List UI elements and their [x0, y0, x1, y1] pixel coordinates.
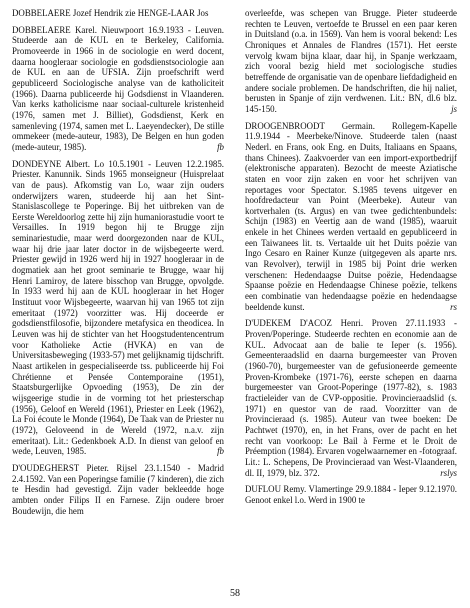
- entry-text: DOBBELAERE Jozef Hendrik zie HENGE-LAAR Jos: [12, 8, 209, 18]
- entry-doudegherst-continued: [245, 8, 457, 115]
- entry-sig: rs: [450, 301, 457, 312]
- entry-sig: rslys: [440, 467, 457, 478]
- entry-dudekem-dacoz-henri: [245, 318, 457, 478]
- entry-text: overleefde, was schepen van Brugge. Pieter studeerde rechten te Leuven, vertoefde te Brussel en een paar keren in Duitsland (o.a. in 1569). Van hem is vooral bekend: Les Chroniques et Annales de Flandres (1571). Het eerste vervolg kwam bijna klaar, daar hij, in Spanje werkzaam, zich vooral bezig hield met sociologische studies betreffende de organisatie van de openbare liefdadigheid en andere sociale problemen. De handschriften, die hij naliet, berusten in Spanje of zijn verdwenen. Lit.: BN, dl.6 blz. 145-150. js: [245, 8, 457, 114]
- page-number: 58: [230, 588, 240, 599]
- entry-sig: fb: [217, 446, 224, 457]
- right-column: [245, 8, 457, 512]
- entry-text: DOBBELAERE Karel. Nieuwpoort 16.9.1933 - Leuven. Studeerde aan de KUL en te Berkeley, California. Promoveerde in 1966 in de sociologie en werd docent, daarna hoogleraar sociologie en godsdienstsociologie aan de KUL en aan de UFSIA. Zijn proefschrift werd gepubliceerd Sociologische analyse van de katholiciteit (1966). Daarna publiceerde hij Godsdienst in Vlaanderen. Van kerks katholicisme naar sociaal-culturele kristenheid (1976, samen met J. Billiet), Godsdienst, Kerk en samenleving (1974, samen met L. Laeyendecker), De stille ommekeer (mede-auteur, 1983), De Belgen en hun goden (mede-auteur, 1985). fb: [12, 24, 224, 152]
- entry-dondeyne-albert: [12, 159, 224, 457]
- entry-dobbelaere-jozef: [12, 8, 224, 19]
- entry-text: DROOGENBROODT Germain. Rollegem-Kapelle 11.9.1944 - Meerbeke/Ninove. Studeerde talen (naast Nederl. en Frans, ook Eng. en Duits, Italiaans en Spaans, thans Chinees). Zaakvoerder van een import-exportbedrijf (elektronische apparaten). Bezocht de meeste Aziatische staten en voor zijn zaken en voor het schrijven van reportages voor Spectator. S.1985 tevens uitgever en hoofdredacteur van Point (Meerbeke). Auteur van kortverhalen (ts. Argus) en van twee gedichtenbundels: Schijn (1983) en Veertig aan de wand (1985), waaruit enkele in het Chinees werden vertaald en gepubliceerd in een Taiwanees lit. ts. Vertaalde uit het Duits poëzie van Ingo Cesaro en Rainer Kunze (uitgegeven als aparte nrs. van Revolver), terwijl in 1985 bij Point drie werken verschenen: Hedendaagse Duitse poëzie, Hedendaagse Spaanse poëzie en Hedendaagse Chinese poëzie, telkens een combinatie van hedendaagse poëzie en hedendaagse beeldende kunst. rs: [245, 120, 457, 312]
- entry-dobbelaere-karel: [12, 25, 224, 153]
- entry-droogenbroodt-germain: [245, 121, 457, 313]
- entry-sig: fb: [217, 141, 224, 152]
- entry-text: DUFLOU Remy. Vlamertinge 29.9.1884 - Ieper 9.12.1970. Genoot enkel l.o. Werd in 1900 te: [245, 484, 457, 505]
- entry-text: D'OUDEGHERST Pieter. Rijsel 23.1.1540 - Madrid 2.4.1592. Van een Poperingse familie (7 kinderen), die zich te Hesdin had gevestigd. Zijn vader bekleedde hoge ambten onder Filips II en Farnese. Zijn oudere broer Boudewijn, die hem: [12, 462, 224, 516]
- entry-text: DONDEYNE Albert. Lo 10.5.1901 - Leuven 12.2.1985. Priester. Kanunnik. Sinds 1965 monseigneur (Huisprelaat van de paus). Afkomstig van Lo, waar zijn ouders onderwijzers waren, studeerde hij aan het Sint-Stanislascollege te Poperinge. Bij het uitbreken van de Eerste Wereldoorlog zette hij zijn humaniorastudie voort te Versailles. In 1919 begon hij te Brugge zijn seminariestudie, maar werd doorgezonden naar de KUL, waar hij drie jaar later doctor in de wijsbegeerte werd. Priester gewijd in 1926 werd hij in 1927 hoogleraar in de dogmatiek aan het groot seminarie te Brugge, waar hij Henri Lamiroy, de latere bisschop van Brugge, opvolgde. In 1933 werd hij aan de KUL hoogleraar in het Hoger Instituut voor Wijsbegeerte, waarvan hij van 1965 tot zijn emeritaat (1972) voorzitter was. Hij doceerde er godsdienstfilosofie, bijzondere metafysica en theodicea. In Leuven was hij de stichter van het Hoogstudentencentrum voor Katholieke Actie (HVKA) en van de Universitasbeweging (1933-57) met gelijknamig tijdschrift. Naast artikelen in gespecialiseerde tss. publiceerde hij Foi Chrétienne et Pensée Contemporaine (1951), Staatsburgerlijke Opvoeding (1953), De zin der wijsgeerige studie in de vorming tot het priesterschap (1956), Geloof en Wereld (1961), Priester en Leek (1962), La Foi écoute le Monde (1964), De Taak van de Priester nu (1972), Geloveend in de Wereld (1972, n.a.v. zijn emeritaat). Lit.: Gedenkboek A.D. In dienst van geloof en wede, Leuven, 1985. fb: [12, 158, 224, 457]
- entry-doudegherst-pieter: [12, 463, 224, 516]
- left-column: [12, 8, 224, 522]
- entry-duflou-remy: [245, 484, 457, 505]
- entry-text: D'UDEKEM D'ACOZ Henri. Proven 27.11.1933 - Proven/Poperinge. Studeerde rechten en economie aan de KUL. Advocaat aan de balie te Ieper (s. 1956). Gemeenteraadslid en daarna burgemeester van Proven (1960-70), burgemeester van de gefusioneerde gemeente Proven-Krombeke (1971-76), eerste schepen en daarna burgemeester van Groot-Poperinge (1977-82), s. 1983 fractieleider van de CVP-oppositie. Provincieraadslid (s. 1971) en questor van de raad. Voorzitter van de Provincieraad (s. 1985). Auteur van twee boeken: De Pachtwet (1970), en, in het Frans, over de pacht en het recht van voorkoop: Le Bail à Ferme et le Droit de Préemption (1984). Ervaren vogelwaarnemer en -fotograaf. Lit.: L. Schepens, De Provincieraad van West-Vlaanderen, dl. II, 1979, blz. 372. rslys: [245, 318, 457, 478]
- entry-sig: js: [451, 103, 457, 114]
